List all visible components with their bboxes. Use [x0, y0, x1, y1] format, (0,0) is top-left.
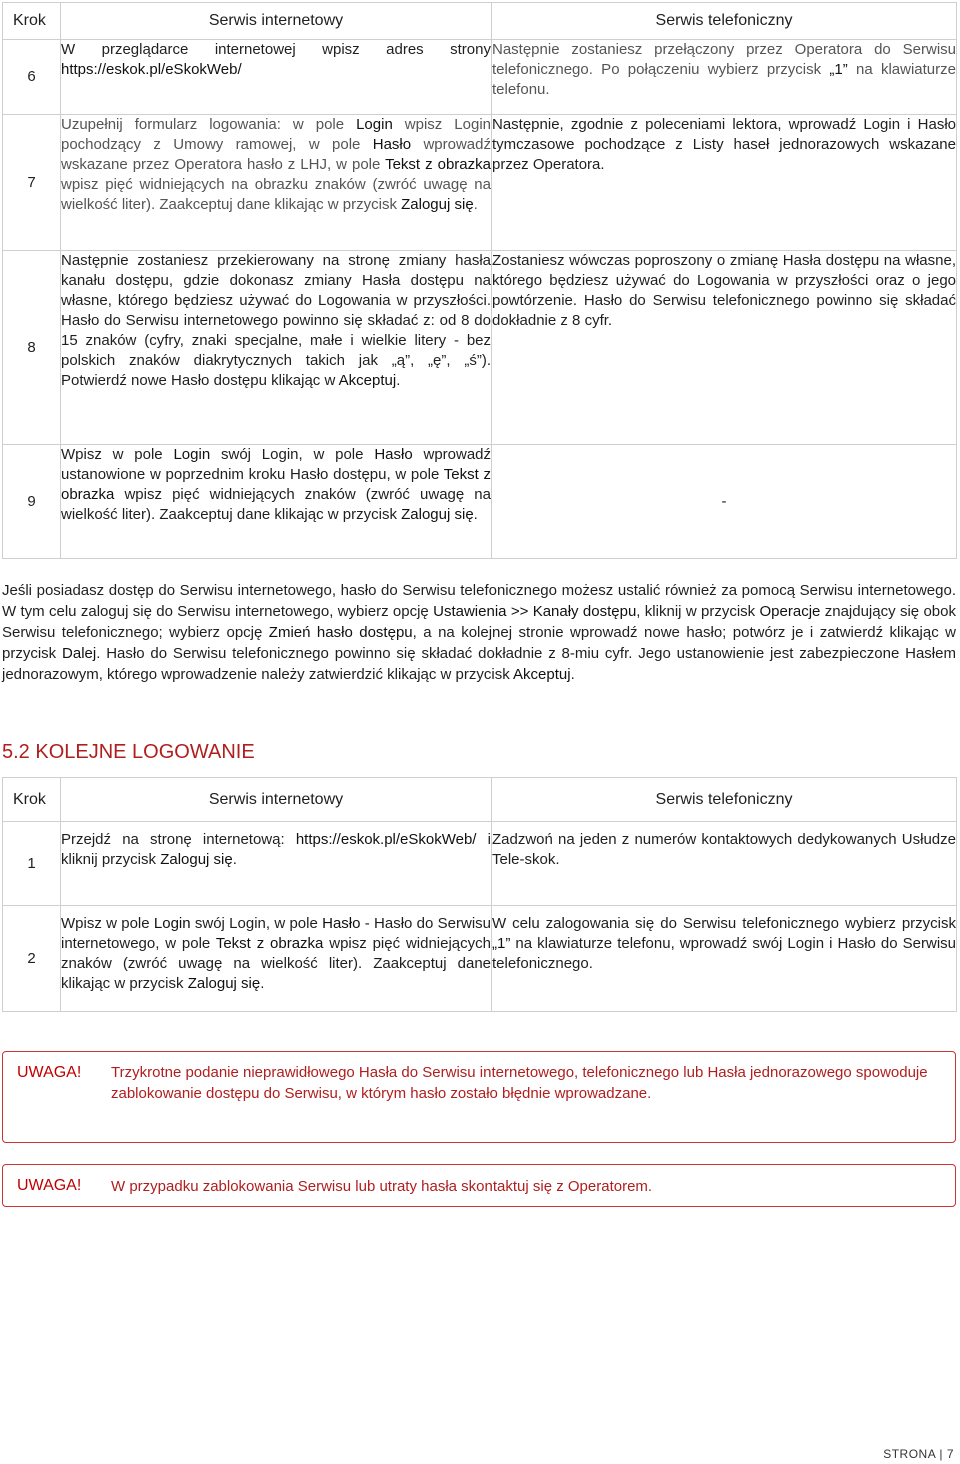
ustawienia-kanaly-option: Ustawienia >> Kanały dostępu [433, 603, 637, 620]
zaloguj-button-label: Zaloguj się [401, 506, 474, 523]
step-internet [61, 445, 492, 559]
step-text: . [473, 506, 478, 523]
section-title: 5.2 KOLEJNE LOGOWANIE [2, 741, 255, 763]
step-text: . [260, 975, 265, 992]
step-text: . [473, 196, 478, 213]
step-text: Uzupełnij formularz logowania: w pole [61, 116, 357, 133]
header-telephone: Serwis telefoniczny [492, 778, 957, 822]
field-login: Login [173, 446, 211, 463]
step-text: wprowadź ustanowione w poprzednim kroku Hasło dostępu, w pole [61, 446, 492, 483]
steps-table-first-login [2, 2, 957, 559]
table-header-row [3, 3, 957, 40]
field-tekst-z-obrazka: Tekst z obrazka [385, 156, 491, 173]
step-telephone: Zostaniesz wówczas poproszony o zmianę Hasła dostępu na własne, którego będziesz używać do Logowania w przyszłości oraz o jego powtórzenie. Hasło do Serwisu telefonicznego powinno się składać dokładnie z 8 cyfr. [492, 251, 957, 445]
step-number: 2 [3, 906, 61, 1012]
table-row [3, 445, 957, 559]
step-text: . [232, 851, 237, 868]
paragraph-text: znajdujący się obok Serwisu telefonicznego; wybierz opcję [2, 603, 956, 641]
step-internet [61, 40, 492, 115]
warning-box-contact-operator [2, 1164, 956, 1207]
paragraph-text: , a na kolejnej stronie wprowadź nowe hasło; potwórz je i zatwierdź klikając w przycisk [2, 624, 956, 662]
eskok-link[interactable]: https://eskok.pl/eSkokWeb/ [295, 831, 477, 848]
step-number: 7 [3, 115, 61, 251]
paragraph-text: . [570, 666, 575, 683]
step-number: 9 [3, 445, 61, 559]
step-telephone: Zadzwoń na jeden z numerów kontaktowych dedykowanych Usłudze Tele-skok. [492, 822, 957, 906]
step-text: na klawiaturze telefonu, wprowadź swój Login i Hasło do Serwisu telefonicznego. [492, 935, 956, 972]
step-text: wpisz pięć widniejących na obrazku znaków (zwróć uwagę na wielkość liter). Zaakceptuj dane klikając w przycisk [61, 176, 491, 213]
operacje-button-label: Operacje [759, 603, 821, 620]
header-krok: Krok [3, 778, 61, 822]
warning-text: Trzykrotne podanie nieprawidłowego Hasła do Serwisu internetowego, telefonicznego lub Hasła jednorazowego spowoduje zablokowanie dostępu do Serwisu, w którym hasło zostało błędnie wprowadzane. [111, 1064, 928, 1102]
warning-label: UWAGA! [17, 1064, 82, 1081]
step-internet [61, 822, 492, 906]
key-1: „1” [492, 935, 511, 952]
step-text: Wpisz w pole [61, 915, 154, 932]
dalej-button-label: Dalej [62, 645, 97, 662]
header-telephone: Serwis telefoniczny [492, 3, 957, 40]
zaloguj-button-label: Zaloguj się [187, 975, 261, 992]
table-row [3, 40, 957, 115]
step-text: . [396, 372, 401, 389]
warning-label: UWAGA! [17, 1177, 82, 1194]
akceptuj-button-label: Akceptuj [513, 666, 571, 683]
step-telephone: Następnie, zgodnie z poleceniami lektora, wprowadź Login i Hasło tymczasowe pochodzące z Listy haseł jednorazowych wskazane przez Operatora. [492, 115, 957, 251]
step-text: na klawiaturze telefonu. [492, 61, 956, 98]
step-telephone-empty: - [492, 445, 957, 559]
step-text: W celu zalogowania się do Serwisu telefonicznego wybierz przycisk [492, 915, 956, 932]
paragraph-text: , kliknij w przycisk [636, 603, 760, 620]
eskok-link[interactable]: https://eskok.pl/eSkokWeb/ [61, 61, 242, 78]
step-text: Przejdź na stronę internetową: [61, 831, 296, 848]
warning-box-blocked-access [2, 1051, 956, 1143]
zaloguj-button-label: Zaloguj się [401, 196, 474, 213]
step-telephone [492, 906, 957, 1012]
table-row [3, 251, 957, 445]
step-text: wpisz Login pochodzący z Umowy ramowej, w pole [61, 116, 491, 153]
key-1: „1” [829, 61, 848, 78]
page-number: STRONA | 7 [883, 1447, 954, 1461]
field-haslo: Hasło [372, 136, 412, 153]
step-text: Następnie zostaniesz przekierowany na stronę zmiany hasła kanału dostępu, gdzie dokonasz zmiany Hasła dostępu na własne, którego będziesz używać do Logowania w przyszłości. Hasło do Serwisu internetowego powinno się składać z: od 8 do 15 znaków (cyfry, znaki specjalne, małe i wielkie litery - bez polskich znaków diakrytycznych takich jak „ą”, „ę”, „ś”). Potwierdź nowe Hasło dostępu klikając w [61, 252, 491, 389]
field-haslo: Hasło [322, 915, 361, 932]
step-text: swój Login, w pole [210, 446, 375, 463]
paragraph-text: Jeśli posiadasz dostęp do Serwisu internetowego, hasło do Serwisu telefonicznego możesz ustalić również za pomocą Serwisu internetowego. W tym celu zaloguj się do Serwisu internetowego, wybierz opcję [2, 582, 956, 620]
step-text: swój Login, w pole [190, 915, 323, 932]
header-internet: Serwis internetowy [61, 3, 492, 40]
step-number: 1 [3, 822, 61, 906]
step-text: wpisz pięć widniejących znaków (zwróć uwagę na wielkość liter). Zaakceptuj dane klikając w przycisk [61, 486, 491, 523]
header-internet: Serwis internetowy [61, 778, 492, 822]
table-row [3, 822, 957, 906]
paragraph-text: . Hasło do Serwisu telefonicznego powinno się składać dokładnie z 8-miu cyfr. Jego ustanowienie jest zabezpieczone Hasłem jednorazowym, którego wprowadzenie należy zatwierdzić klikając w przycisk [2, 645, 956, 683]
step-text: - Hasło do Serwisu internetowego, w pole [61, 915, 491, 952]
step-number: 8 [3, 251, 61, 445]
step-text: W przeglądarce internetowej wpisz adres strony [61, 41, 491, 58]
step-text: wpisz pięć widniejących znaków (zwróć uwagę na wielkość liter). Zaakceptuj dane klikając w przycisk [61, 935, 491, 992]
zmien-haslo-option: Zmień hasło dostępu [268, 624, 413, 641]
header-krok: Krok [3, 3, 61, 40]
field-tekst-z-obrazka: Tekst z obrazka [61, 466, 491, 503]
table-header-row [3, 778, 957, 822]
step-text: Wpisz w pole [61, 446, 174, 463]
field-login: Login [356, 116, 393, 133]
password-via-internet-paragraph [2, 580, 956, 685]
field-tekst-z-obrazka: Tekst z obrazka [215, 935, 324, 952]
field-haslo: Hasło [374, 446, 413, 463]
step-text: i kliknij przycisk [61, 831, 491, 868]
warning-text: W przypadku zablokowania Serwisu lub utraty hasła skontaktuj się z Operatorem. [111, 1178, 653, 1195]
step-internet [61, 906, 492, 1012]
step-internet [61, 115, 492, 251]
table-row [3, 906, 957, 1012]
akceptuj-button-label: Akceptuj [338, 372, 397, 389]
step-text: wprowadź wskazane przez Operatora hasło z LHJ, w pole [61, 136, 491, 173]
field-login: Login [153, 915, 191, 932]
table-row [3, 115, 957, 251]
step-telephone [492, 40, 957, 115]
step-number: 6 [3, 40, 61, 115]
zaloguj-button-label: Zaloguj się [160, 851, 233, 868]
step-internet [61, 251, 492, 445]
steps-table-next-login [2, 777, 957, 1012]
step-text: Następnie zostaniesz przełączony przez Operatora do Serwisu telefonicznego. Po połączeniu wybierz przycisk [492, 41, 956, 78]
